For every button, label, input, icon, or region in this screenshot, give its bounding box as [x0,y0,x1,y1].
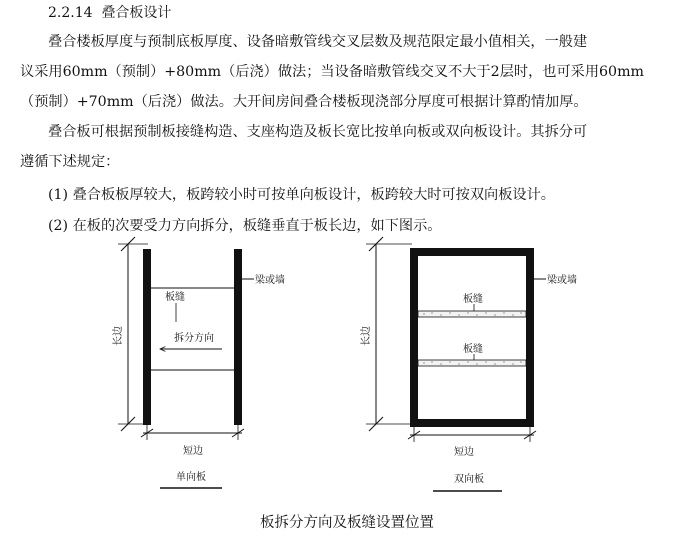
right-seam-band-2 [418,360,526,366]
two-way-slab-diagram [359,237,577,491]
one-way-slab-diagram [111,237,285,488]
right-type-label: 双向板 [454,474,484,485]
section-title: 叠合板设计 [101,5,172,21]
right-long-side-label: 长边 [361,326,372,346]
left-direction-label: 拆分方向 [174,333,214,344]
right-beam-frame [414,252,530,423]
paragraph-2-line-1: 叠合板可根据预制板接缝构造、支座构造及板长宽比按单向板或双向板设计。其拆分可 [48,124,588,140]
rule-item-2: (2) 在板的次要受力方向拆分，板缝垂直于板长边，如下图示。 [48,218,442,234]
left-type-label: 单向板 [176,472,206,483]
left-short-side-label: 短边 [183,446,203,457]
right-short-side-label: 短边 [454,447,474,458]
figure-caption: 板拆分方向及板缝设置位置 [260,515,434,531]
paragraph-1-line-3: （预制）+70mm（后浇）做法。大开间房间叠合楼板现浇部分厚度可根据计算酌情加厚。 [20,94,588,110]
left-long-side-label: 长边 [113,326,124,346]
rule-item-1: (1) 叠合板板厚较大，板跨较小时可按单向板设计，板跨较大时可按双向板设计。 [48,187,555,203]
paragraph-1-line-2: 议采用60mm（预制）+80mm（后浇）做法；当设备暗敷管线交叉不大于2层时，也可采用60mm [20,64,644,80]
right-wall-label: 梁或墙 [547,275,577,286]
paragraph-1-line-1: 叠合楼板厚度与预制底板厚度、设备暗敷管线交叉层数及规范限定最小值相关，一般建 [48,34,588,50]
left-wall-label: 梁或墙 [255,275,285,286]
left-beam-left [143,249,151,425]
left-beam-right [234,249,242,425]
right-seam-label-2: 板缝 [463,344,483,355]
left-seam-label: 板缝 [165,292,185,303]
section-number: 2.2.14 [48,5,93,21]
right-seam-band-1 [418,311,526,317]
right-seam-label-1: 板缝 [463,294,483,305]
paragraph-2-line-2: 遵循下述规定： [20,154,120,170]
